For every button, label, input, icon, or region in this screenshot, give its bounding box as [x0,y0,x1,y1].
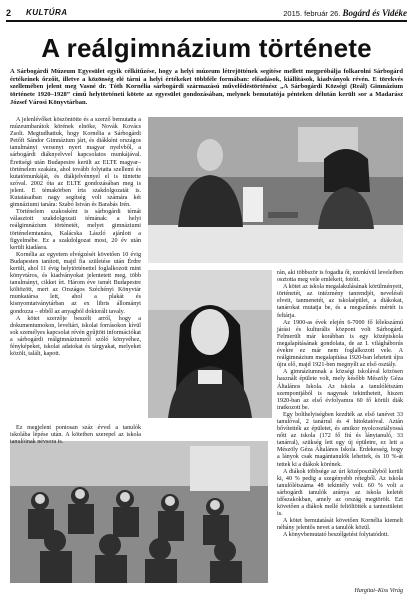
column-3-paragraph: A kötet bemutatását követően Kornélia kiemelt néhány jelentős nevet a tanulók közül. [277,518,403,532]
article-headline: A reálgimnázium története [41,33,372,63]
column-3-paragraph: A könyvbemutató beszélgetést folytatódott. [283,532,389,539]
issue-date-and-paper [283,8,407,18]
column-3-paragraph: rán, aki többször is fogadta őt, ezenkívül leveleiben osztotta meg vele emlékeit, fotóit. [277,270,403,284]
page-header [6,6,407,22]
photo-author-portrait-image [148,270,272,418]
column-3-paragraph: A diákok többsége az úri középosztályból került ki, 40 % pedig a szegényebb rétegből. Az iskola tanulólétszáma 48 tekintély volt. 60 % volt a sárbogárdi tanulók aránya az iskola keletét időszakokban, amely az ország megtörölt. Ezt követően a diákok mellé feltöltötték a tantestületet is. [277,468,403,518]
article-column-3 [277,270,403,586]
section-name: KULTÚRA [26,8,68,17]
column-3-paragraph: Az 1900-as évek elején 6-7000 fő lélekszámú járási és kulturális központ volt Sárbogárd. Felmerült már korábban is egy középiskola megalapításának gondolata, de az I. világháborús évekre ez már nem foglalkozott vele. A reálgimnázium megalapítása 1920-ban lehetett újra újra elő, majd 1921-ben megnyílt az első osztály. [277,319,403,369]
photo-audience-image [10,441,268,583]
column-1-paragraph: A kötet szerzője beszélt arról, hogy a dokumentumokon, leveltári, iskolai forrásokon kívül sok személyes kapcsolat révén gyűjtött információkat a sárbogárdi reálgimnáziumról szóló könyvéhez, fényképeket, iskolai adatokat és tárgyakat, melyeket közölt, talált, kapott. [10,315,141,358]
page-number: 2 [6,8,12,18]
column-1-paragraph: Kornélia az egyetem elvégzését követően 10 évig Budapesten tanított, majd fia születése után Érdre került, ahol 11 évig helytörténettel foglalkozott mint könyvtáros, és kiadványokat jelentetett meg, több tanulmányt, cikket írt. Három éve ismét Budapestre költözött, mert az Országos Széchényi Könyvtár munkatársa lett, ahol a plakát és kisnyomtatványtárban az ex libris állományt gondozza – ebből az anyagból doktorált tavaly. [10,251,141,315]
column-3-paragraph: A gimnáziumnak a községi iskolával közösen használt épülete volt, mely később Mészöly Géza Általános Iskola. Az iskola a tanulólétszám szempontjából is nagynak tekinthetett, hiszen 1920-ban az első évfolyamra 60 fő körüli diák iratkozott be. [277,369,403,411]
photo-audience [10,441,268,583]
photo-author-portrait [148,270,272,418]
photo-authors-at-table [148,117,403,263]
column-1-paragraph: Ez megjelent pontosan száz évvel a tanulók iskolába lépése után. A kötetben szerepel az iskola tanulóinak névsora is. [10,425,141,446]
article-column-1-continued [10,425,141,446]
paper-name: Bogárd és Vidéke [342,8,407,18]
column-3-paragraph: A kötet az iskola megalakulásának körülményeit, történetét, az intézmény tanrendjét, neveléséi elveit, tanmenetét, az iskolaépület, a diákokat, tanárokat mutatja be, és a megszűnés mértét is feltárja. [277,284,403,319]
column-1-paragraph: Történelem szakosként is sárbogárdi témát választott szakdolgozati témának: a helyi reálgimnázium történetét, melyet gimnáziumi történelemtanára, Kalácska László ajánlott a figyelmébe. Ez a szakdolgozat most, 20 év után került kiadásra. [10,209,141,251]
article-lead: A Sárbogárdi Múzeum Egyesület egyik célkitűzése, hogy a helyi múzeum létrejöttének segítése mellett megpróbálja folkarolni Sárbogárd értékeinek őrzőit, illetve a közönség elé tárni a helyi értékeket többféle formában: előadások, kiállítások, kiadványok révén. E törekvés szellemében jelent meg Vasné dr. Tóth Kornélia sárbogárdi származású művelődéstörténész „A Sárbogárdi Községi (Reál) Gimnázium története 1920–1928” című helytörténeti kötete az egyesület gondozásában, melynek bemutatója pénteken délután került sor a Madarász József Városi Könyvtárban. [10,68,403,106]
column-1-paragraph: A jelenlévőket köszöntötte és a szerző bemutatta a múzeumbarátok körének elnöke, Novák Kovács Zsolt. Megtudhattuk, hogy Kornélia a Sárbogárdi Petőfi Sándor Gimnázium járt, és diákként országos tanulmányi versenyt nyert magyar nyelvből, a sárbogárdi diáknyelvvel kapcsolatos munkájával. Érettségi után Budapestre került az ELTE magyar–történelem szakára, ahol tovább folytatta szellemi és kutatómunkáját, és diákjelvénnyel el is tüntette szóval. 2002 óta az ELTE gondozásában meg is jelent. E témakörben írta szakdolgozatát is. Kutatásaiban nagy segítség volt számára két gimnáziumi tanára: Szabó István és Barabás Irén. [10,117,141,209]
photo-authors-at-table-image [148,117,403,263]
article-column-1 [10,117,141,437]
column-3-paragraph: Egy bolthelyiségben kezdték az első tanévet 33 tanulóval, 2 tanárral és 4 hitoktatóval. Aztán bővítették az épületet, és amikor nyolcosztályossá nőtt az iskola (172 fő fiú és lánytanuló, 33 tanárral), szükség lett egy új épületre, ez lett a Mészöly Géza Általános Iskola. Érdekesség, hogy a lányok csak magántanulók lehettek, és 10 %-át tettek ki a diákok körének. [277,411,403,468]
issue-date: 2015. február 26. [283,9,341,18]
author-signature: Hargitai–Kiss Virág [354,588,403,594]
